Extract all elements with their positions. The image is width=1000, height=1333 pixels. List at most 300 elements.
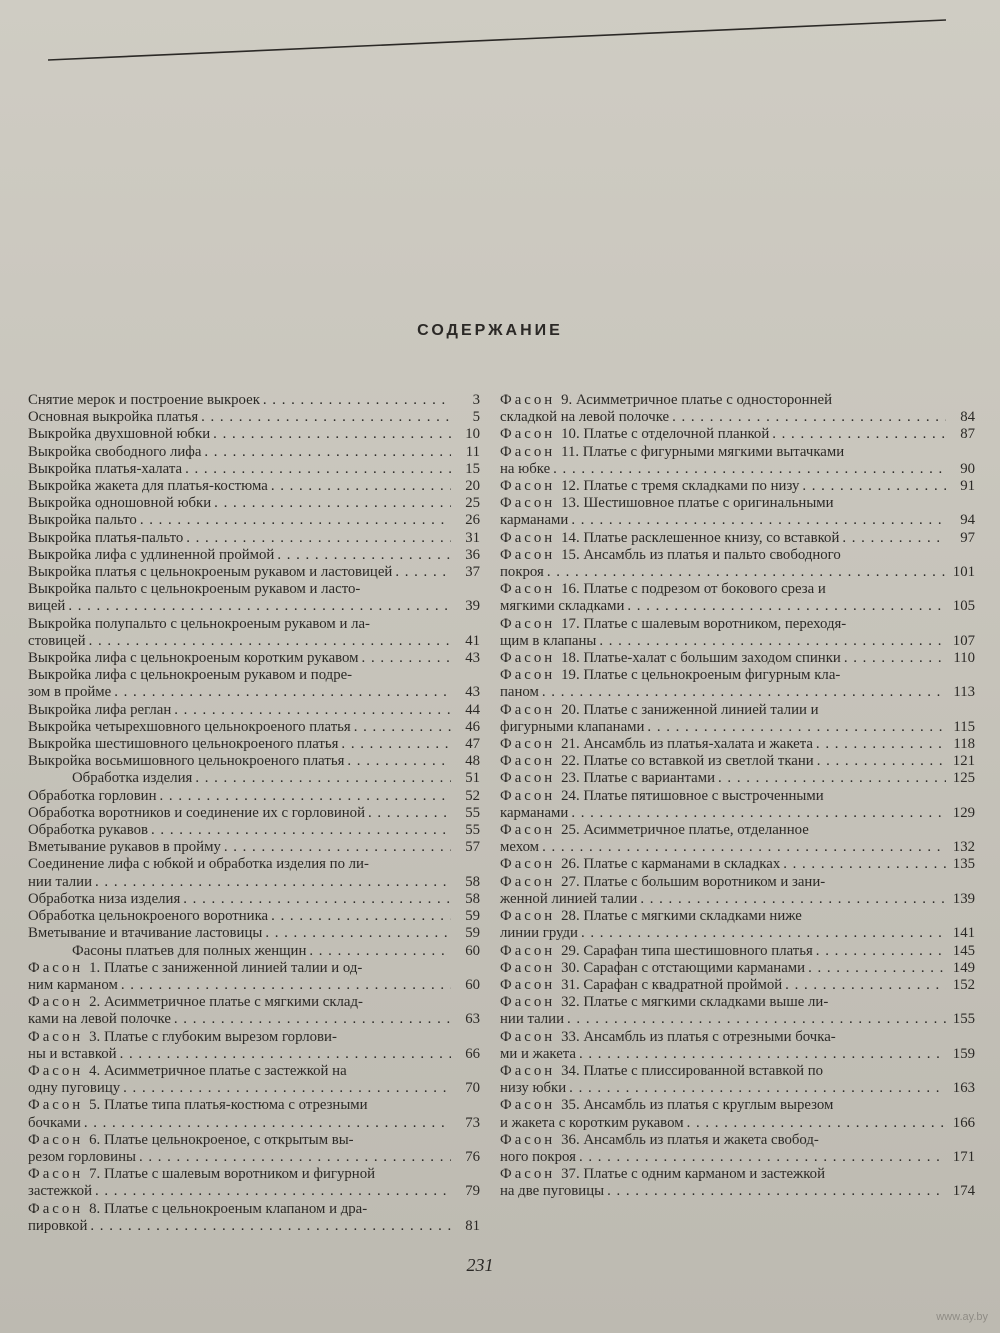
toc-entry-text: Обработка воротников и соединение их с горловиной xyxy=(28,804,366,821)
toc-entry-text: 6. Платье цельнокроеное, с открытым вы- xyxy=(89,1131,354,1148)
toc-page-number: 59 xyxy=(465,925,480,942)
toc-leader-dots xyxy=(174,702,451,719)
toc-entry-fason: Фасон xyxy=(500,942,556,959)
toc-leader-dots xyxy=(368,805,451,822)
toc-entry-fason: Фасон xyxy=(500,856,556,873)
toc-entry-text: 1. Платье с заниженной линией талии и од- xyxy=(89,959,363,976)
toc-entry-fason: Фасон xyxy=(500,615,556,632)
toc-page-number: 139 xyxy=(952,890,975,907)
toc-entry xyxy=(500,943,975,960)
watermark: www.ay.by xyxy=(936,1311,988,1323)
toc-entry xyxy=(500,874,975,908)
toc-entry-text: паном xyxy=(500,684,539,701)
toc-leader-dots xyxy=(341,736,451,753)
toc-entry xyxy=(500,667,975,701)
toc-entry-fason: Фасон xyxy=(28,994,84,1011)
toc-leader-dots xyxy=(808,960,946,977)
toc-entry-fason: Фасон xyxy=(500,392,556,408)
toc-page-number: 129 xyxy=(952,804,975,821)
toc-entry-text: 10. Платье с отделочной планкой xyxy=(561,426,770,443)
toc-leader-dots xyxy=(802,478,946,495)
toc-section-heading xyxy=(28,943,480,960)
toc-leader-dots xyxy=(139,1149,451,1166)
toc-leader-dots xyxy=(581,925,946,942)
toc-entry-text: Выкройка лифа с цельнокроеным коротким рукавом xyxy=(28,650,359,667)
toc-page-number: 47 xyxy=(465,736,480,753)
toc-entry xyxy=(28,461,480,478)
toc-page-number: 132 xyxy=(952,839,975,856)
toc-entry xyxy=(28,891,480,908)
toc-page-number: 145 xyxy=(952,942,975,959)
toc-page-number: 135 xyxy=(952,856,975,873)
toc-leader-dots xyxy=(607,1183,946,1200)
toc-leader-dots xyxy=(114,684,451,701)
page-number: 231 xyxy=(466,1255,494,1275)
toc-page-number: 94 xyxy=(960,512,975,529)
toc-entry-text: одну пуговицу xyxy=(28,1080,121,1097)
toc-entry xyxy=(500,1166,975,1200)
toc-page-number: 174 xyxy=(952,1183,975,1200)
toc-leader-dots xyxy=(844,650,946,667)
toc-entry xyxy=(28,960,480,994)
toc-leader-dots xyxy=(627,598,946,615)
toc-entry-text: нии талии xyxy=(500,1011,565,1028)
toc-entry-text: 31. Сарафан с квадратной проймой xyxy=(561,976,783,993)
toc-entry-text: 27. Платье с большим воротником и зани- xyxy=(561,873,826,890)
toc-leader-dots xyxy=(90,1218,451,1235)
toc-entry-text: карманами xyxy=(500,804,569,821)
toc-page-number: 43 xyxy=(465,684,480,701)
toc-entry-text: 28. Платье с мягкими складками ниже xyxy=(561,908,802,925)
toc-leader-dots xyxy=(362,650,451,667)
toc-leader-dots xyxy=(263,392,451,409)
toc-entry-text: Выкройка полупальто с цельнокроеным рукавом и ла- xyxy=(28,615,370,632)
toc-entry-text: 16. Платье с подрезом от бокового среза и xyxy=(561,581,826,598)
toc-entry-text: Выкройка лифа с цельнокроеным рукавом и подре- xyxy=(28,667,353,684)
toc-page-number: 101 xyxy=(952,564,975,581)
toc-entry-fason: Фасон xyxy=(28,1131,84,1148)
toc-page-number: 11 xyxy=(465,443,480,460)
toc-entry-fason: Фасон xyxy=(500,736,556,753)
toc-entry xyxy=(500,530,975,547)
toc-entry-text: пировкой xyxy=(28,1217,88,1234)
toc-page-number: 43 xyxy=(465,650,480,667)
toc-page-number: 90 xyxy=(960,460,975,477)
toc-entry-text: 29. Сарафан типа шестишовного платья xyxy=(561,942,813,959)
toc-entry-text: Выкройка четырехшовного цельнокроеного платья xyxy=(28,718,351,735)
toc-page-number: 60 xyxy=(465,976,480,993)
toc-entry-fason: Фасон xyxy=(500,426,556,443)
toc-entry-text: и жакета с коротким рукавом xyxy=(500,1114,684,1131)
toc-entry-text: Обработка изделия xyxy=(72,770,193,787)
toc-entry-fason: Фасон xyxy=(500,976,556,993)
toc-entry-text: стовицей xyxy=(28,632,86,649)
toc-page-number: 81 xyxy=(465,1217,480,1234)
toc-leader-dots xyxy=(213,426,451,443)
toc-leader-dots xyxy=(265,925,451,942)
toc-entry-text: 26. Платье с карманами в складках xyxy=(561,856,781,873)
toc-entry xyxy=(28,564,480,581)
toc-entry-text: 7. Платье с шалевым воротником и фигурной xyxy=(89,1166,376,1183)
toc-entry-text: 22. Платье со вставкой из светлой ткани xyxy=(561,753,814,770)
toc-entry xyxy=(500,444,975,478)
toc-entry-text: 33. Ансамбль из платья с отрезными бочка- xyxy=(561,1028,836,1045)
toc-page-number: 110 xyxy=(953,650,975,667)
toc-page-number: 155 xyxy=(952,1011,975,1028)
toc-leader-dots xyxy=(354,719,451,736)
toc-entry-text: Выкройка платья-халата xyxy=(28,460,183,477)
toc-page-number: 10 xyxy=(465,426,480,443)
toc-leader-dots xyxy=(687,1115,946,1132)
toc-entry-text: Основная выкройка платья xyxy=(28,409,199,426)
toc-entry-text: вицей xyxy=(28,598,66,615)
toc-entry xyxy=(500,977,975,994)
toc-leader-dots xyxy=(271,478,451,495)
toc-entry xyxy=(28,530,480,547)
toc-entry xyxy=(28,719,480,736)
toc-entry-fason: Фасон xyxy=(500,770,556,787)
toc-entry-text: Выкройка лифа реглан xyxy=(28,701,172,718)
toc-entry xyxy=(500,736,975,753)
toc-entry-text: на юбке xyxy=(500,460,551,477)
toc-entry xyxy=(28,667,480,701)
toc-page-number: 58 xyxy=(465,873,480,890)
toc-page-number: 59 xyxy=(465,908,480,925)
toc-leader-dots xyxy=(547,564,946,581)
toc-leader-dots xyxy=(201,409,451,426)
toc-entry-text: 14. Платье расклешенное книзу, со вставкой xyxy=(561,529,840,546)
toc-leader-dots xyxy=(571,805,946,822)
toc-entry xyxy=(28,805,480,822)
toc-entry-text: низу юбки xyxy=(500,1080,567,1097)
toc-entry-text: Выкройка восьмишовного цельнокроеного платья xyxy=(28,753,345,770)
toc-leader-dots xyxy=(718,770,946,787)
toc-page-number: 163 xyxy=(952,1080,975,1097)
toc-entry-fason: Фасон xyxy=(28,1097,84,1114)
toc-entry-fason: Фасон xyxy=(28,1200,84,1217)
toc-leader-dots xyxy=(816,943,946,960)
toc-leader-dots xyxy=(183,891,451,908)
toc-entry-fason: Фасон xyxy=(500,908,556,925)
toc-entry xyxy=(500,994,975,1028)
page-title: СОДЕРЖАНИЕ xyxy=(417,322,563,339)
toc-entry xyxy=(28,444,480,461)
toc-page-number: 149 xyxy=(952,959,975,976)
toc-right-column xyxy=(500,392,975,1201)
toc-entry-fason: Фасон xyxy=(500,1028,556,1045)
toc-leader-dots xyxy=(542,684,946,701)
toc-entry-text: 17. Платье с шалевым воротником, переходя- xyxy=(561,615,847,632)
toc-page-number: 5 xyxy=(472,409,480,426)
toc-page-number: 84 xyxy=(960,409,975,426)
toc-entry xyxy=(28,547,480,564)
toc-leader-dots xyxy=(672,409,946,426)
toc-section-heading xyxy=(28,770,480,787)
toc-entry-text: Соединение лифа с юбкой и обработка изделия по ли- xyxy=(28,856,369,873)
toc-leader-dots xyxy=(185,461,451,478)
toc-entry xyxy=(28,512,480,529)
toc-entry-text: 35. Ансамбль из платья с круглым вырезом xyxy=(561,1097,834,1114)
toc-entry-text: застежкой xyxy=(28,1183,92,1200)
toc-entry xyxy=(500,495,975,529)
toc-entry xyxy=(28,1063,480,1097)
toc-entry-fason: Фасон xyxy=(500,1166,556,1183)
toc-entry xyxy=(28,1097,480,1131)
toc-leader-dots xyxy=(579,1046,946,1063)
toc-page-number: 121 xyxy=(952,753,975,770)
toc-leader-dots xyxy=(553,461,946,478)
toc-page-number: 41 xyxy=(465,632,480,649)
toc-entry-fason: Фасон xyxy=(28,1062,84,1079)
toc-entry-fason: Фасон xyxy=(500,529,556,546)
toc-entry xyxy=(28,856,480,890)
toc-entry-text: складкой на левой полочке xyxy=(500,409,670,426)
toc-entry-text: мягкими складками xyxy=(500,598,625,615)
toc-entry xyxy=(500,547,975,581)
toc-entry xyxy=(28,822,480,839)
toc-entry xyxy=(500,908,975,942)
toc-page-number: 37 xyxy=(465,564,480,581)
toc-entry-text: 11. Платье с фигурными мягкими вытачками xyxy=(561,443,845,460)
toc-leader-dots xyxy=(817,753,946,770)
toc-entry xyxy=(28,702,480,719)
toc-page-number: 20 xyxy=(465,478,480,495)
toc-entry xyxy=(500,788,975,822)
toc-page-number: 79 xyxy=(465,1183,480,1200)
toc-leader-dots xyxy=(647,719,946,736)
toc-entry-text: 21. Ансамбль из платья-халата и жакета xyxy=(561,736,813,753)
toc-entry xyxy=(28,1132,480,1166)
toc-entry-text: карманами xyxy=(500,512,569,529)
toc-entry xyxy=(500,1029,975,1063)
toc-entry xyxy=(500,478,975,495)
toc-entry-text: 37. Платье с одним карманом и застежкой xyxy=(561,1166,825,1183)
toc-entry-text: 2. Асимметричное платье с мягкими склад- xyxy=(89,994,363,1011)
toc-page-number: 55 xyxy=(465,804,480,821)
toc-entry-text: на две пуговицы xyxy=(500,1183,605,1200)
toc-entry-text: зом в пройме xyxy=(28,684,112,701)
toc-entry-text: 34. Платье с плиссированной вставкой по xyxy=(561,1062,824,1079)
toc-entry-fason: Фасон xyxy=(500,495,556,512)
toc-page-number: 44 xyxy=(465,701,480,718)
toc-entry xyxy=(500,650,975,667)
toc-page-number: 31 xyxy=(465,529,480,546)
toc-entry xyxy=(500,770,975,787)
toc-entry xyxy=(28,495,480,512)
toc-leader-dots xyxy=(542,839,946,856)
toc-leader-dots xyxy=(224,839,451,856)
toc-page-number: 141 xyxy=(952,925,975,942)
toc-entry-text: Обработка горловин xyxy=(28,787,157,804)
toc-entry-fason: Фасон xyxy=(500,822,556,839)
toc-page-number: 55 xyxy=(465,822,480,839)
toc-page-number: 58 xyxy=(465,890,480,907)
toc-entry xyxy=(28,426,480,443)
toc-entry-text: Выкройка пальто xyxy=(28,512,137,529)
toc-entry-fason: Фасон xyxy=(28,1028,84,1045)
toc-entry xyxy=(28,994,480,1028)
toc-entry-text: Выкройка жакета для платья-костюма xyxy=(28,478,268,495)
toc-leader-dots xyxy=(309,943,451,960)
toc-entry xyxy=(500,1097,975,1131)
toc-entry-text: 4. Асимметричное платье с застежкой на xyxy=(89,1062,347,1079)
toc-entry xyxy=(28,788,480,805)
toc-entry-text: резом горловины xyxy=(28,1148,136,1165)
toc-entry-fason: Фасон xyxy=(500,994,556,1011)
toc-page-number: 113 xyxy=(953,684,975,701)
toc-leader-dots xyxy=(579,1149,946,1166)
toc-entry-text: фигурными клапанами xyxy=(500,718,645,735)
toc-entry-text: Обработка низа изделия xyxy=(28,890,181,907)
toc-entry-fason: Фасон xyxy=(500,581,556,598)
toc-entry-text: покроя xyxy=(500,564,544,581)
toc-entry-text: бочками xyxy=(28,1114,81,1131)
toc-entry xyxy=(28,753,480,770)
toc-entry-text: 9. Асимметричное платье с односторонней xyxy=(561,392,833,408)
toc-entry xyxy=(28,908,480,925)
toc-entry-text: женной линией талии xyxy=(500,890,638,907)
toc-entry xyxy=(28,1166,480,1200)
toc-page-number: 87 xyxy=(960,426,975,443)
toc-leader-dots xyxy=(68,598,451,615)
toc-entry-text: 25. Асимметричное платье, отделанное xyxy=(561,822,809,839)
toc-entry xyxy=(28,736,480,753)
toc-leader-dots xyxy=(123,1080,451,1097)
toc-entry-text: Выкройка лифа с удлиненной проймой xyxy=(28,546,275,563)
toc-leader-dots xyxy=(89,633,451,650)
toc-leader-dots xyxy=(95,874,451,891)
toc-page-number: 152 xyxy=(952,976,975,993)
toc-page-number: 97 xyxy=(960,529,975,546)
toc-entry xyxy=(28,392,480,409)
header-rule xyxy=(48,18,946,62)
toc-entry-text: 23. Платье с вариантами xyxy=(561,770,716,787)
toc-leader-dots xyxy=(95,1183,451,1200)
toc-entry xyxy=(28,409,480,426)
toc-page-number: 91 xyxy=(960,478,975,495)
toc-page-number: 46 xyxy=(465,718,480,735)
toc-leader-dots xyxy=(277,547,451,564)
toc-left-column xyxy=(28,392,480,1235)
toc-entry-text: Вметывание и втачивание ластовицы xyxy=(28,925,263,942)
toc-entry xyxy=(500,1132,975,1166)
toc-leader-dots xyxy=(395,564,451,581)
toc-entry-text: 3. Платье с глубоким вырезом горлови- xyxy=(89,1028,337,1045)
toc-entry-fason: Фасон xyxy=(500,873,556,890)
toc-entry xyxy=(28,1029,480,1063)
toc-page-number: 107 xyxy=(952,632,975,649)
toc-leader-dots xyxy=(214,495,451,512)
toc-entry xyxy=(500,822,975,856)
toc-entry-text: 20. Платье с заниженной линией талии и xyxy=(561,701,819,718)
toc-page-number: 15 xyxy=(465,460,480,477)
toc-entry-text: 18. Платье-халат с большим заходом спинки xyxy=(561,650,841,667)
toc-entry-fason: Фасон xyxy=(500,753,556,770)
toc-entry xyxy=(28,1201,480,1235)
toc-entry-text: ми и жакета xyxy=(500,1045,576,1062)
toc-page-number: 118 xyxy=(953,736,975,753)
toc-page-number: 115 xyxy=(953,718,975,735)
toc-leader-dots xyxy=(151,822,451,839)
toc-leader-dots xyxy=(140,512,451,529)
toc-entry-text: 5. Платье типа платья-костюма с отрезными xyxy=(89,1097,368,1114)
toc-entry-fason: Фасон xyxy=(500,667,556,684)
toc-entry-text: Снятие мерок и построение выкроек xyxy=(28,392,260,408)
toc-entry xyxy=(500,392,975,426)
toc-entry-fason: Фасон xyxy=(500,1062,556,1079)
toc-entry-fason: Фасон xyxy=(500,1097,556,1114)
toc-leader-dots xyxy=(842,530,946,547)
toc-leader-dots xyxy=(204,444,451,461)
toc-entry-fason: Фасон xyxy=(28,1166,84,1183)
toc-entry-text: нии талии xyxy=(28,873,93,890)
toc-entry-text: ним карманом xyxy=(28,976,118,993)
toc-entry-fason: Фасон xyxy=(500,546,556,563)
toc-entry-text: линии груди xyxy=(500,925,578,942)
toc-page-number: 166 xyxy=(952,1114,975,1131)
toc-entry-text: ками на левой полочке xyxy=(28,1011,171,1028)
toc-entry-text: 30. Сарафан с отстающими карманами xyxy=(561,959,806,976)
toc-page-number: 66 xyxy=(465,1045,480,1062)
toc-entry-text: Выкройка шестишовного цельнокроеного платья xyxy=(28,736,339,753)
toc-entry-text: Фасоны платьев для полных женщин xyxy=(72,942,307,959)
toc-leader-dots xyxy=(816,736,946,753)
toc-entry-text: 36. Ансамбль из платья и жакета свобод- xyxy=(561,1131,819,1148)
toc-entry-text: ны и вставкой xyxy=(28,1045,117,1062)
toc-page-number: 26 xyxy=(465,512,480,529)
toc-entry xyxy=(500,1063,975,1097)
toc-entry-text: 24. Платье пятишовное с выстроченными xyxy=(561,787,824,804)
toc-leader-dots xyxy=(772,426,946,443)
toc-page-number: 70 xyxy=(465,1080,480,1097)
toc-page-number: 171 xyxy=(952,1148,975,1165)
toc-entry xyxy=(500,753,975,770)
toc-page-number: 36 xyxy=(465,546,480,563)
toc-entry-text: мехом xyxy=(500,839,540,856)
toc-entry-text: ного покроя xyxy=(500,1148,576,1165)
toc-leader-dots xyxy=(599,633,946,650)
toc-entry-text: Обработка цельнокроеного воротника xyxy=(28,908,269,925)
toc-entry xyxy=(28,616,480,650)
toc-entry xyxy=(500,702,975,736)
toc-entry-text: щим в клапаны xyxy=(500,632,597,649)
toc-leader-dots xyxy=(174,1011,451,1028)
toc-leader-dots xyxy=(195,770,451,787)
toc-entry-text: Выкройка платья-пальто xyxy=(28,529,184,546)
toc-entry-text: 12. Платье с тремя складками по низу xyxy=(561,478,800,495)
toc-entry-text: Обработка рукавов xyxy=(28,822,149,839)
toc-entry-text: Выкройка пальто с цельнокроеным рукавом и ласто- xyxy=(28,581,361,598)
toc-page-number: 60 xyxy=(465,942,480,959)
toc-leader-dots xyxy=(783,856,946,873)
toc-leader-dots xyxy=(160,788,451,805)
toc-entry-fason: Фасон xyxy=(500,701,556,718)
toc-leader-dots xyxy=(785,977,946,994)
toc-leader-dots xyxy=(271,908,451,925)
toc-entry-text: 32. Платье с мягкими складками выше ли- xyxy=(561,994,829,1011)
toc-entry-text: Выкройка свободного лифа xyxy=(28,443,202,460)
toc-entry xyxy=(28,839,480,856)
toc-entry xyxy=(28,925,480,942)
toc-page-number: 25 xyxy=(465,495,480,512)
toc-entry-text: Выкройка платья с цельнокроеным рукавом и ластовицей xyxy=(28,564,393,581)
toc-page-number: 73 xyxy=(465,1114,480,1131)
toc-page-number: 39 xyxy=(465,598,480,615)
toc-entry-fason: Фасон xyxy=(500,1131,556,1148)
toc-entry xyxy=(500,960,975,977)
toc-page-number: 3 xyxy=(472,392,480,408)
toc-page-number: 125 xyxy=(952,770,975,787)
